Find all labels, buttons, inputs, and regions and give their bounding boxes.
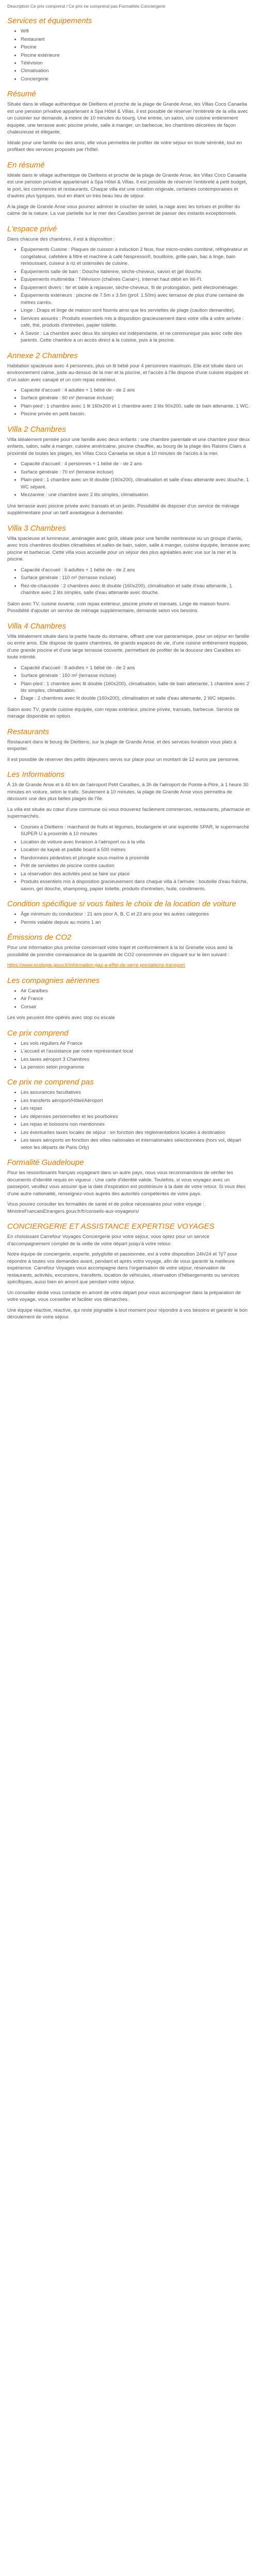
resume-paragraph: Idéale pour une famille ou des amis, elle vous permettra de profiter de votre séjour en toute sérénité, tout en profitant des services proposés par l'hôtel.: [7, 140, 242, 153]
list-item: • Capacité d'accueil : 6 adultes + 1 bébé de - de 2 ans: [21, 567, 251, 573]
intro-text: Description Ce prix comprend / Ce prix ne comprend pas Formalités Conciergerie: [7, 4, 166, 9]
list-item: • Surface générale : 70 m² (terrasse incluse): [21, 469, 251, 476]
list-item: • Piscine: [21, 44, 251, 50]
list-item: • Courses à Dieltiens : marchand de fruits et légumes, boulangerie et une supérette SPAR, le supermarché SUPER U à proximité à 10 minutes: [21, 824, 251, 838]
list-item: • Prêt de serviettes de piscine contre caution: [21, 862, 251, 869]
informations-paragraph: À 1h de Grande Anse et à 40 km de l'aéroport Petit Caraïbes, à 3h de l'aéroport de Pointe-à-Pitre, à 1 heure 30 minutes en voiture, selon le trafic. Seulement à 10 minutes, la plage de Grande Anse vous permettra de découvrir une des plus belles plages de l'île.: [7, 782, 249, 802]
list-item: • Corsair: [21, 1004, 251, 1010]
compagnies-title: Les compagnies aériennes: [7, 976, 100, 985]
villa4-title: Villa 4 Chambres: [7, 621, 66, 631]
list-item: • Les repas et boissons non mentionnés: [21, 1121, 251, 1128]
conciergerie-paragraph: Une équipe réactive, réactive, qui reste joignable à tout moment pour répondre à vos besoins et garantir le bon déroulement de votre séjour.: [7, 1307, 248, 1320]
espace-prive-intro: Dans chacune des chambres, il est à disposition :: [7, 236, 115, 242]
annexe2-title: Annexe 2 Chambres: [7, 351, 78, 360]
espace-prive-title: L'espace privé: [7, 224, 57, 233]
annexe2-list: [7, 387, 251, 418]
formalite-paragraph: Vous pouvez consulter les formalités de santé et de police nécessaires pour votre voyage : MinistreFrancaisEtrangers.gouv.fr/fr/conseils-aux-voyageurs/: [7, 1201, 204, 1214]
list-item: • Piscine extérieure: [21, 52, 251, 59]
list-item: • Produits essentiels mis à disposition gracieusement dans chaque villa à l'arrivée : bouteille d'eau fraîche, savon, gel douche, shampoing, papier toilette, produits d'entretien, huile, condiments.: [21, 878, 251, 892]
list-item: • Les assurances facultatives: [21, 1089, 251, 1096]
restaurants-title: Restaurants: [7, 727, 49, 736]
espace-prive-list: [7, 246, 251, 344]
villa4-section: [7, 622, 251, 720]
restaurants-paragraph: Il est possible de réserver des petits déjeuners servis sur place pour un montant de 12 euros par personne.: [7, 756, 240, 762]
informations-list: [7, 824, 251, 892]
list-item: • Climatisation: [21, 67, 251, 74]
list-item: • Équipement divers : fer et table à repasser, sèche-cheveux, fil de prolongation, petit électroménager.: [21, 284, 251, 291]
list-item: • Plain-pied : 1 chambre avec lit double (160x200), climatisation, salle de bain attenante, 1 chambre avec 2 lits simples, climatisation.: [21, 681, 251, 694]
en-resume-section: [7, 161, 251, 217]
list-item: • Capacité d'accueil : 4 adultes + 1 bébé de - de 2 ans: [21, 387, 251, 394]
informations-paragraph: La villa est située au cœur d'une commune où vous trouverez facilement commerces, restaurants, pharmacie et supermarchés.: [7, 806, 250, 820]
villa3-title: Villa 3 Chambres: [7, 523, 66, 533]
villa3-paragraph: Villa spacieuse et lumineuse, aménagée avec goût, idéale pour une famille nombreuse ou un groupe d'amis, avec trois chambres doubles climatisées et salles de bain, salon, salle à manger, cuisine équipée, terrasse avec piscine et barbecue. Cette villa vous accueille pour un séjour des plus agréables avec vue sur la mer et la piscine.: [7, 535, 250, 563]
formalite-section: [7, 1158, 251, 1215]
villa2-title: Villa 2 Chambres: [7, 425, 66, 434]
list-item: • Piscine privée en petit bassin.: [21, 411, 251, 417]
comprend-list: [7, 1040, 251, 1071]
list-item: • Télévision: [21, 60, 251, 66]
villa2-paragraph: Une terrasse avec piscine privée avec transats et un jardin. Possibilité de disposer d'un service de ménage supplémentaire pour un tarif avantageux à demander.: [7, 503, 239, 516]
list-item: • Plain-pied : 1 chambre avec un lit double (160x200), climatisation et salle d'eau attenante avec douche, 1 WC séparé.: [21, 477, 251, 490]
list-item: • Location de kayak et paddle board à 500 mètres: [21, 846, 251, 853]
villa2-paragraph: Villa idéalement pensée pour une famille avec deux enfants : une chambre parentale et une chambre pour deux enfants, salon, salle à manger, cuisine américaine, piscine chauffée, au bourg de la plage des Raisins Clairs à proximité de toutes les plages, les Villas Coco Canaelia se situe à 10 minutes de l'accès à la mer.: [7, 436, 250, 456]
espace-prive-section: [7, 225, 251, 344]
list-item: • Étage : 2 chambres avec lit double (160x200), climatisation et salle d'eau attenante, 2 WC séparés.: [21, 695, 251, 702]
resume-paragraph: Située dans le village authentique de Dieltiens et proche de la plage de Grande Anse, les Villas Coco Canaelia est une pension privative appartenant à Spa Hôtel & Villas, il est possible de réserver l'entièreté de la villa avec un cuisinier sur demande, à moins de 10 minutes du bourg. Une entrée, un salon, une cuisine entièrement équipée, une terrasse avec piscine privée, salle à manger, un barbecue, les chambres décorées de façon chaleureuse et élégante.: [7, 101, 248, 135]
villa4-list: [7, 665, 251, 702]
list-item: • Restaurant: [21, 36, 251, 43]
list-item: • Les taxes aéroport 3 Chambres: [21, 1056, 251, 1063]
annexe2-paragraph: Habitation spacieuse avec 4 personnes, plus un lit bébé pour 4 personnes maximum. Elle est située dans un environnement calme, juste au-dessus de la mer et la piscine, et l'accès à l'île dispose d'une cuisine équipée et d'un salon avec canapé et un coin repas extérieur.: [7, 363, 248, 383]
list-item: • Les transferts aéroport/Hôtel/Aéroport: [21, 1097, 251, 1104]
ne-comprend-title: Ce prix ne comprend pas: [7, 1078, 94, 1087]
comprend-title: Ce prix comprend: [7, 1028, 69, 1038]
list-item: • Les vols réguliers Air France: [21, 1040, 251, 1047]
informations-section: [7, 770, 251, 892]
list-item: • L'accueil et l'assistance par notre représentant local: [21, 1048, 251, 1055]
informations-title: Les Informations: [7, 770, 64, 779]
conciergerie-title: CONCIERGERIE ET ASSISTANCE EXPERTISE VOYAGES: [7, 1222, 215, 1231]
list-item: • Âge minimum du conducteur : 21 ans pour A, B, C et 23 ans pour les autres catégories: [21, 911, 251, 918]
list-item: • Linge : Draps et linge de maison sont fournis ainsi que les serviettes de plage (caution demandée).: [21, 307, 251, 314]
condition-title: Condition spécifique si vous faites le choix de la location de voiture: [7, 900, 236, 909]
en-resume-paragraph: Idéale dans le village authentique de Dieltiens et proche de la plage de Grande Anse, les Villas Coco Canaelia est une pension privative appartenant à Spa Hôtel & Villas. Il est possible de réserver l'entièreté à petit budget, le port, les commerces et restaurants. Chaque villa est une création originale, certaines contemporaines et d'autres plus typiques, tout en étant un très beau lieu de séjour.: [7, 172, 247, 199]
list-item: • À Savoir : La chambre avec deux lits simples est indépendante, et ne communique pas avec celle des parents. Cette chambre a un accès direct à la cuisine, puis à la piscine.: [21, 330, 251, 344]
compagnies-section: [7, 976, 251, 1022]
comprend-section: [7, 1029, 251, 1071]
en-resume-paragraph: A la plage de Grande Anse vous pourrez admirer le coucher de soleil, la nage avec les tortues et profiter du calme de la nature. La vue partielle sur le mer des Caraïbes permet de passer des instants exceptionnels.: [7, 204, 240, 217]
villa3-section: [7, 524, 251, 615]
compagnies-note: Les vols peuvent être opérés avec stop ou escale: [7, 1015, 115, 1021]
formalite-paragraph: Pour les ressortissants français voyageant dans un autre pays, nous vous recommandons de vérifier les documents d'identité requis en vigueur : Une carte d'identité valide. Toutefois, si vous voyagez avec un passeport, veuillez vous assurer que la date d'expiration est postérieure à la date de votre retour. Si vous êtes d'une autre nationalité, renseignez-vous auprès des autorités compétentes de votre pays.: [7, 1170, 246, 1197]
list-item: • Capacité d'accueil : 4 personnes + 1 bébé de - de 2 ans: [21, 461, 251, 467]
services-section: [7, 16, 251, 82]
conciergerie-paragraph: Un conseiller dédié vous contacte en amont de votre départ pour vous accompagner dans la préparation de votre voyage, vous conseiller et faciliter vos démarches.: [7, 1290, 241, 1303]
villa2-section: [7, 425, 251, 517]
conciergerie-paragraph: En choisissant Carrefour Voyages Conciergerie pour votre séjour, vous optez pour un service d'accompagnement complet de la veille de votre départ jusqu'à votre retour.: [7, 1234, 209, 1247]
conciergerie-section: [7, 1222, 251, 1320]
villa3-paragraph: Salon avec TV, cuisine ouverte, coin repas extérieur, piscine privée et transats. Linge de maison fourni. Possibilité d'ajouter un service de ménage supplémentaire, demande selon vos besoins.: [7, 601, 231, 614]
services-list: [7, 28, 251, 82]
co2-paragraph: Pour une information plus précise concernant votre trajet et conformément à la loi Grenelle vous avez la possibilité de prendre connaissance de la quantité de CO2 consommée en cliquant sur le lien suivant :: [7, 945, 233, 958]
condition-section: [7, 900, 251, 926]
list-item: • Air Caraïbes: [21, 988, 251, 994]
villa3-list: [7, 567, 251, 597]
villa2-list: [7, 461, 251, 498]
restaurants-section: [7, 727, 251, 763]
list-item: • Surface générale : 110 m² (terrasse incluse): [21, 574, 251, 581]
ne-comprend-section: [7, 1078, 251, 1151]
formalite-title: Formalité Guadeloupe: [7, 1158, 84, 1167]
list-item: • Permis valable depuis au moins 1 an: [21, 919, 251, 926]
en-resume-title: En résumé: [7, 160, 45, 170]
list-item: • Wifi: [21, 28, 251, 35]
list-item: • Les repas: [21, 1105, 251, 1112]
list-item: • Les éventuelles taxes locales de séjour : en fonction des réglementations locales à destination: [21, 1129, 251, 1136]
list-item: • Location de voiture avec livraison à l'aéroport ou à la villa: [21, 839, 251, 845]
co2-link[interactable]: https://www.ecologie.gouv.fr/information-gaz-a-effet-de-serre-prestations-transport: [7, 962, 185, 969]
services-title: Services et équipements: [7, 16, 92, 26]
list-item: • Conciergerie: [21, 76, 251, 82]
list-item: • Équipements extérieurs : piscine de 7.5m x 3.5m (prof. 1.50m) avec terrasse de plus d'une centaine de mètres carrés.: [21, 292, 251, 306]
list-item: • Les dépenses personnelles et les pourboires: [21, 1113, 251, 1120]
villa4-paragraph: Villa idéalement située dans la partie haute du domaine, offrant une vue panoramique, pour un séjour en famille ou entre amis. Elle dispose de quatre chambres, de grands espaces de vie, d'une cuisine entièrement équipée, d'une grande piscine et d'une large terrasse couverte, permettant de profiter de la douceur des Caraïbes en toute intimité.: [7, 633, 250, 660]
list-item: • Surface générale : 60 m² (terrasse incluse): [21, 395, 251, 401]
list-item: • Équipements multimédia : Télévision (chaînes Canal+), Internet haut débit en Wi-Fi.: [21, 276, 251, 283]
list-item: • La réservation des activités peut se faire sur place: [21, 871, 251, 877]
list-item: • Équipements salle de bain : Douche italienne, sèche-cheveux, savon et gel douche.: [21, 268, 251, 275]
list-item: • Les taxes aéroports en fonction des villes nationales et internationales sélectionnées (hors vol, départ selon les départs de Paris Orly): [21, 1137, 251, 1151]
list-item: • Air France: [21, 995, 251, 1002]
list-item: • Surface générale : 150 m² (terrasse incluse): [21, 672, 251, 679]
conciergerie-paragraph: Notre équipe de conciergerie, experte, polyglotte et passionnée, est à votre disposition 24h/24 et 7j/7 pour répondre à toutes vos demandes avant, pendant et après votre voyage, afin de vous garantir la meilleure expérience. Carrefour Voyages vous accompagne dans l'organisation de votre séjour, réservation de restaurants, activités, excursions, transferts, location de véhicules, réservation d'hébergements ou services spécifiques, aussi bien en amont que pendant votre séjour.: [7, 1251, 239, 1285]
resume-title: Résumé: [7, 90, 36, 99]
compagnies-list: [7, 988, 251, 1010]
ne-comprend-list: [7, 1089, 251, 1151]
list-item: • La pension selon programme: [21, 1064, 251, 1071]
list-item: • Équipements Cuisine : Plaques de cuisson à induction 2 feux, four micro-ondes combiné, réfrigérateur et congélateur, cafetière à filtre et machine à café Nespresso®, bouilloire, grille-pain, bac à linge, bain remoussant, cuiseur à riz et ustensiles de cuisine.: [21, 246, 251, 267]
co2-section: [7, 933, 251, 969]
list-item: • Mezzanine : une chambre avec 2 lits simples, climatisation.: [21, 492, 251, 498]
co2-title: Émissions de CO2: [7, 933, 72, 942]
list-item: • Randonnées pédestres et plongée sous-marine à proximité: [21, 855, 251, 861]
villa4-paragraph: Salon avec TV, grande cuisine équipée, coin repas extérieur, piscine privée, transats, barbecue. Service de ménage disponible en option.: [7, 706, 239, 720]
annexe2-section: [7, 351, 251, 418]
resume-section: [7, 90, 251, 153]
list-item: • Rez-de-chaussée : 2 chambres avec lit double (160x200), climatisation et salle d'eau attenante, 1 chambre avec 2 lits simples, salle d'eau attenante avec douche.: [21, 583, 251, 597]
list-item: • Plain-pied : 1 chambre avec 1 lit 160x200 et 1 chambre avec 2 lits 90x200, salle de bain attenante, 1 WC.: [21, 403, 251, 410]
condition-list: [7, 911, 251, 926]
list-item: • Capacité d'accueil : 8 adultes + 1 bébé de - de 2 ans: [21, 665, 251, 671]
restaurants-paragraph: Restaurant dans le bourg de Dieltiens, sur la plage de Grande Anse, et des services livraison vous plats à emporter.: [7, 739, 237, 752]
list-item: • Services assurés : Produits essentiels mis à disposition gracieusement dans votre villa à votre arrivée : café, thé, produits d'entretien, papier toilette.: [21, 315, 251, 329]
